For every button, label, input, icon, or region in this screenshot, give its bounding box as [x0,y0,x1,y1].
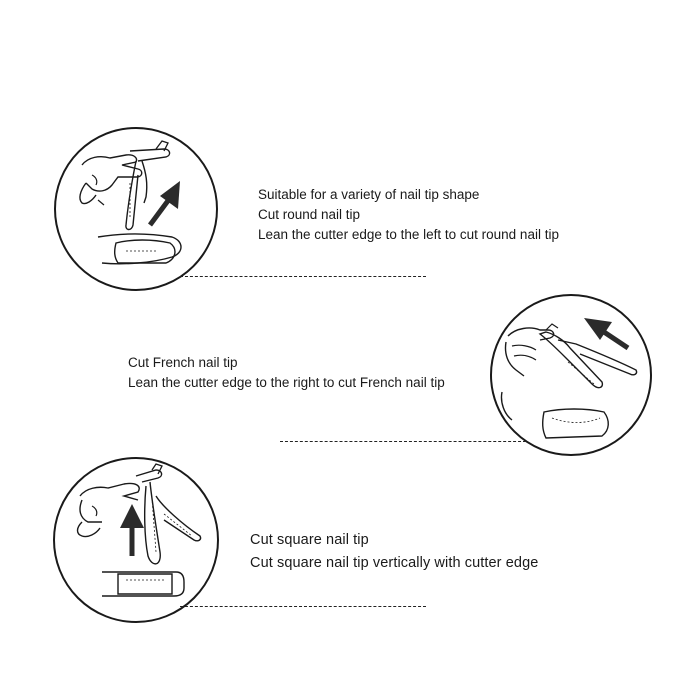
dashed-separator-square [180,606,426,607]
round-nail-tip-description [258,185,559,245]
description-line: Lean the cutter edge to the left to cut round nail tip [258,227,559,242]
description-line: Suitable for a variety of nail tip shape [258,187,480,202]
french-nail-tip-description [128,353,445,393]
dashed-separator-round [180,276,426,277]
description-line: Cut square nail tip vertically with cutter edge [250,555,539,571]
round-nail-tip-cutting-icon [52,125,222,295]
description-line: Cut round nail tip [258,207,361,222]
description-line: Cut square nail tip [250,532,369,548]
french-nail-tip-cutting-icon [486,292,656,462]
description-line: Cut French nail tip [128,355,238,370]
square-nail-tip-cutting-icon [52,456,222,626]
dashed-separator-french [280,441,526,442]
square-nail-tip-description [250,529,538,575]
description-line: Lean the cutter edge to the right to cut French nail tip [128,375,445,390]
